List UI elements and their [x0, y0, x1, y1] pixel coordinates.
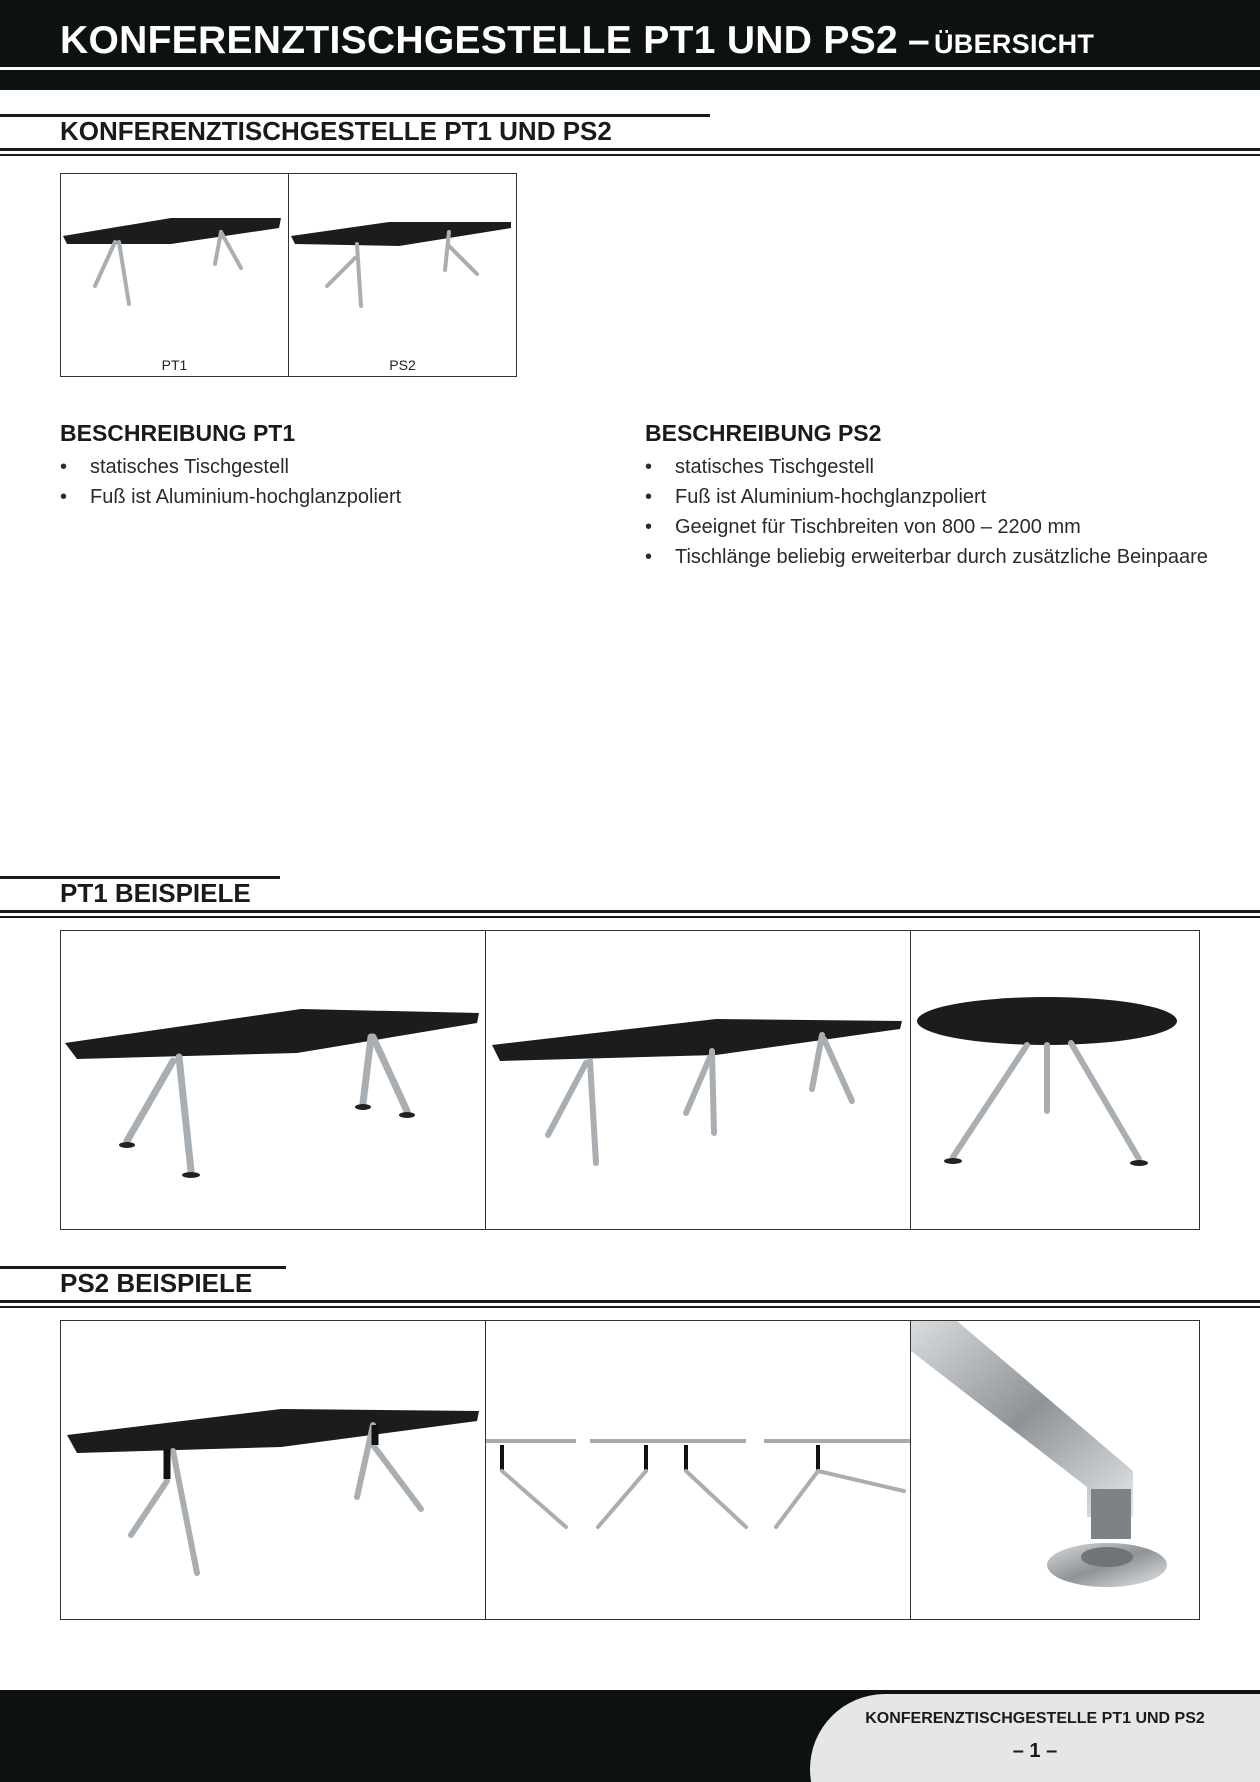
pt1-example-3-image: [911, 931, 1199, 1229]
description-ps2-list: [645, 452, 1210, 572]
pt1-example-1-image: [61, 931, 485, 1229]
title-dash: –: [907, 19, 930, 62]
ps2-caption: PS2: [389, 357, 416, 373]
pt1-caption: PT1: [161, 357, 188, 373]
ps2-table-image: [289, 174, 516, 354]
list-item: • Geeignet für Tischbreiten von 800 – 2200 mm: [645, 512, 1210, 542]
list-item: • statisches Tischgestell: [60, 452, 580, 482]
ps2-example-1: [60, 1320, 486, 1620]
list-item: • Fuß ist Aluminium-hochglanzpoliert: [645, 482, 1210, 512]
pt1-table-image: [61, 174, 288, 354]
heading-rule: [0, 910, 1260, 913]
list-item: • Tischlänge beliebig erweiterbar durch zusätzliche Beinpaare: [645, 542, 1210, 572]
header-rule: [0, 67, 1260, 70]
heading-rule: [0, 148, 1260, 151]
heading-rule: [0, 1300, 1260, 1303]
ps2-example-1-image: [61, 1321, 485, 1619]
list-item: • Fuß ist Aluminium-hochglanzpoliert: [60, 482, 580, 512]
page-title-main: KONFERENZTISCHGESTELLE PT1 UND PS2: [60, 19, 898, 62]
ps2-example-2-image: [486, 1321, 910, 1619]
list-item: • statisches Tischgestell: [645, 452, 1210, 482]
heading-rule-secondary: [0, 916, 1260, 918]
ps2-thumbnail: [288, 173, 517, 377]
ps2-examples-heading: PS2 BEISPIELE: [60, 1268, 253, 1298]
description-pt1-title: BESCHREIBUNG PT1: [60, 420, 296, 446]
footer-label: KONFERENZTISCHGESTELLE PT1 UND PS2: [865, 1710, 1205, 1727]
page-footer: [0, 1690, 1260, 1782]
page-title: [60, 18, 1094, 64]
pt1-example-2-image: [486, 931, 910, 1229]
pt1-thumbnail: [60, 173, 289, 377]
pt1-example-1: [60, 930, 486, 1230]
page-subtitle: ÜBERSICHT: [933, 29, 1095, 59]
pt1-examples-heading: PT1 BEISPIELE: [60, 878, 251, 908]
overview-heading: KONFERENZTISCHGESTELLE PT1 UND PS2: [60, 116, 612, 146]
description-ps2-title: BESCHREIBUNG PS2: [645, 420, 882, 446]
ps2-foot-detail-image: [911, 1321, 1199, 1619]
pt1-example-2: [485, 930, 911, 1230]
ps2-example-2: [485, 1320, 911, 1620]
description-pt1-list: [60, 452, 580, 512]
heading-rule-secondary: [0, 1306, 1260, 1308]
pt1-example-3: [910, 930, 1200, 1230]
footer-tab: [810, 1694, 1260, 1782]
page-number: – 1 –: [1012, 1740, 1058, 1762]
heading-rule-secondary: [0, 154, 1260, 156]
ps2-example-3: [910, 1320, 1200, 1620]
